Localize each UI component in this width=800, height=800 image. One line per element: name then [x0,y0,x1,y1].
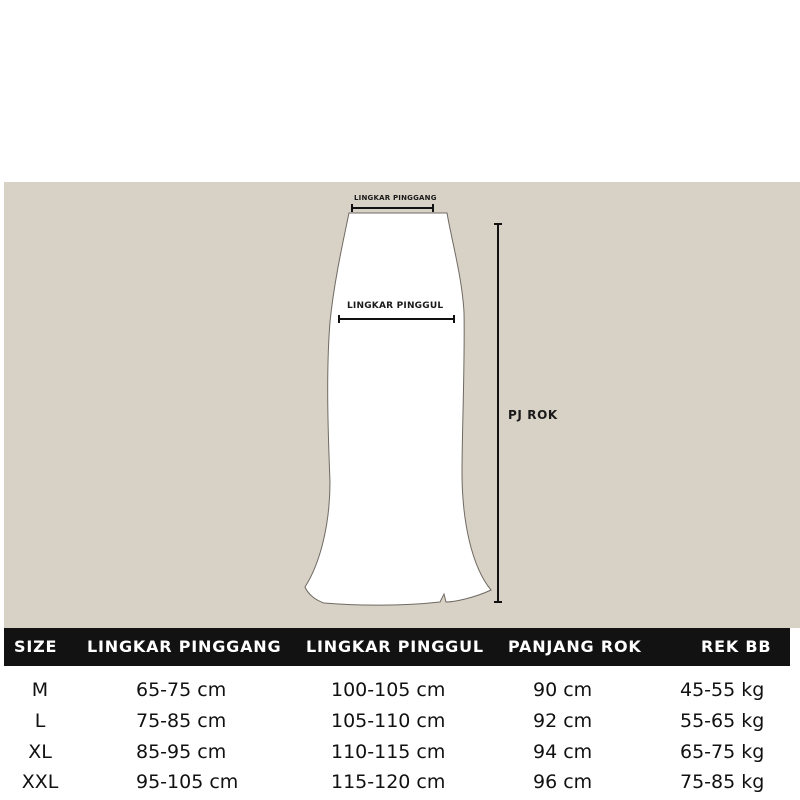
waist-arrow [352,204,433,212]
size-cell: M [31,679,49,701]
hip-cell: 105-110 cm [331,710,446,732]
table-row [0,767,800,798]
hip-cell: 100-105 cm [331,679,446,701]
length-label: PJ ROK [508,408,558,422]
weight-cell: 45-55 kg [680,679,765,701]
weight-cell: 65-75 kg [680,741,765,763]
waist-cell: 95-105 cm [136,771,239,793]
hip-label: LINGKAR PINGGUL [347,301,444,311]
size-cell: L [34,710,46,732]
weight-cell: 75-85 kg [680,771,765,793]
waist-cell: 85-95 cm [136,741,227,763]
header-hip: LINGKAR PINGGUL [306,637,484,656]
hip-cell: 110-115 cm [331,741,446,763]
length-arrow [494,224,502,602]
weight-cell: 55-65 kg [680,710,765,732]
waist-cell: 65-75 cm [136,679,227,701]
header-waist: LINGKAR PINGGANG [87,637,282,656]
size-cell: XXL [21,771,59,793]
hip-cell: 115-120 cm [331,771,446,793]
size-cell: XL [28,741,52,763]
waist-label: LINGKAR PINGGANG [354,194,437,202]
table-row [0,706,800,737]
skirt-diagram [4,182,800,628]
table-row [0,675,800,706]
length-cell: 94 cm [533,741,593,763]
length-cell: 92 cm [533,710,593,732]
header-size: SIZE [14,637,58,656]
header-length: PANJANG ROK [508,637,642,656]
header-weight: REK BB [701,637,772,656]
table-row [0,737,800,768]
size-table-header [4,628,790,666]
waist-cell: 75-85 cm [136,710,227,732]
length-cell: 96 cm [533,771,593,793]
skirt-illustration [4,182,800,628]
skirt-shape [305,213,491,605]
length-cell: 90 cm [533,679,593,701]
